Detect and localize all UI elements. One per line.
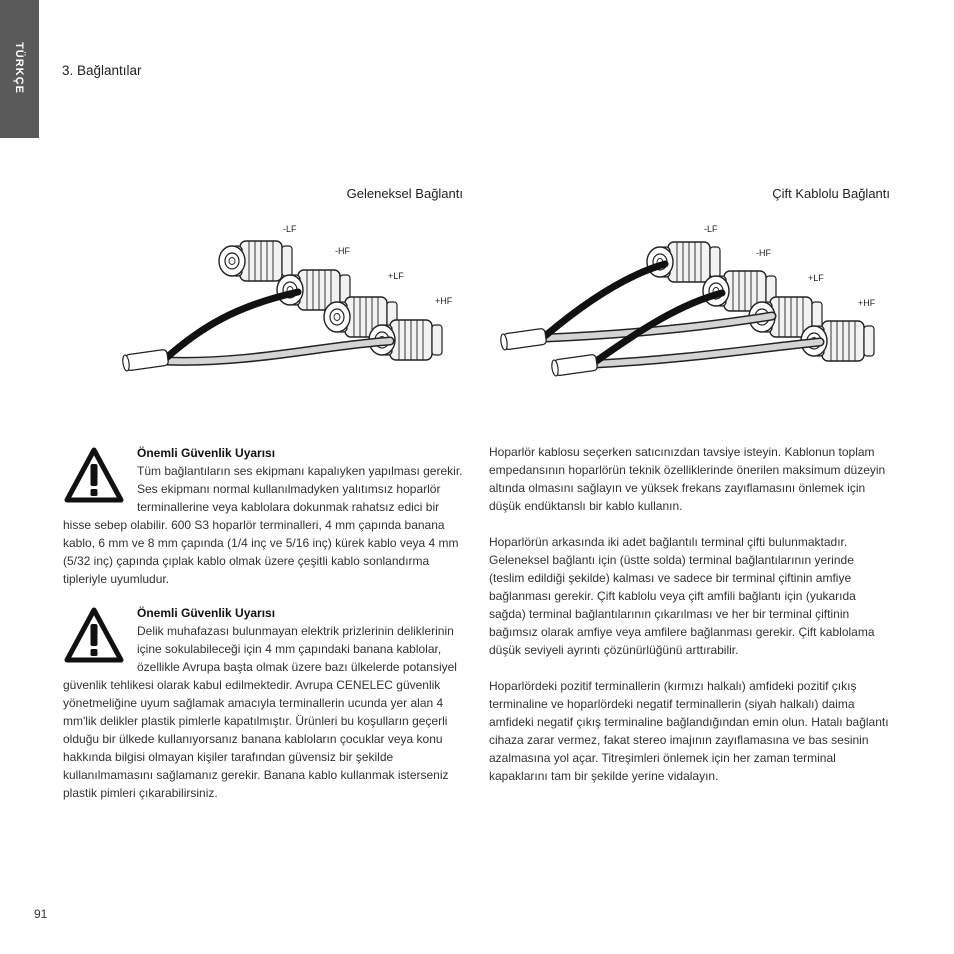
- conventional-connection-diagram: [70, 216, 490, 386]
- terminal-neg-lf: [219, 241, 292, 281]
- safety-warnings-column: [63, 444, 465, 818]
- paragraph: Hoparlör kablosu seçerken satıcınızdan tavsiye isteyin. Kablonun toplam empedansının hoparlörün teknik özelliklerinde önerilen maksimum düzeyin altında olmasını sağlayın ve yüksek frekans zayıflamasını önlemek için düşük endüktanslı bir kablo kullanın.: [489, 445, 886, 513]
- conventional-connection-caption: Geleneksel Bağlantı: [346, 186, 463, 201]
- black-cable: [165, 292, 298, 359]
- cable-sheath: [551, 354, 598, 376]
- language-tab-label: TÜRKÇE: [13, 42, 25, 94]
- label-neg-lf: -LF: [283, 224, 297, 234]
- terminal-neg-lf: [647, 242, 720, 282]
- label-pos-hf: +HF: [435, 296, 453, 306]
- label-pos-hf: +HF: [858, 298, 876, 308]
- paragraph: Hoparlördeki pozitif terminallerin (kırmızı halkalı) amfideki pozitif çıkış terminaline ve hoparlördeki negatif terminallerin (siyah halkalı) daima amfideki negatif çıkış terminaline bağlandığından emin olun. Hatalı bağlantı cihaza zarar vermez, fakat stereo imajının zayıflamasına ve bas sesinin azalmasına yol açar. Titreşimleri önlemek için her zaman terminal kapaklarını tam bir şekilde yerine vidalayın.: [489, 679, 889, 783]
- label-neg-lf: -LF: [704, 224, 718, 234]
- warning-triangle-icon: [63, 606, 125, 666]
- section-title: 3. Bağlantılar: [62, 63, 142, 78]
- language-tab: [0, 0, 39, 138]
- warning-heading: Önemli Güvenlik Uyarısı: [137, 606, 276, 620]
- safety-warning: [63, 444, 465, 588]
- safety-warning: [63, 604, 465, 802]
- label-neg-hf: -HF: [756, 248, 771, 258]
- page-number: 91: [34, 907, 48, 921]
- cable-sheath: [500, 328, 547, 350]
- biwire-connection-caption: Çift Kablolu Bağlantı: [772, 186, 890, 201]
- biwire-connection-diagram: [490, 216, 910, 386]
- connection-instructions-column: [489, 443, 891, 803]
- warning-body: Tüm bağlantıların ses ekipmanı kapalıyken yapılması gerekir. Ses ekipmanı normal kullanılmadyken yalıtımsız hoparlör terminallerine veya kablolara dokunmak rahatsız edici bir hisse sebep olabilir. 600 S3 hoparlör terminalleri, 4 mm çapında banana kablo, 6 mm ve 8 mm çapında (1/4 inç ve 5/16 inç) kürek kablo veya 4 mm (5/32 inç) çapında çıplak kablo olmak üzere çeşitli kablo sonlandırma tipleriyle uyumludur.: [63, 464, 463, 586]
- warning-triangle-icon: [63, 446, 125, 506]
- cable-sheath: [122, 349, 169, 371]
- label-pos-lf: +LF: [388, 271, 404, 281]
- warning-heading: Önemli Güvenlik Uyarısı: [137, 446, 276, 460]
- label-neg-hf: -HF: [335, 246, 350, 256]
- label-pos-lf: +LF: [808, 273, 824, 283]
- paragraph: Hoparlörün arkasında iki adet bağlantılı terminal çifti bulunmaktadır. Geleneksel bağlantı için (üstte solda) terminal bağlantılarının yerinde (teslim edildiği şekilde) kalması ve sadece bir terminal çiftinin amfiye bağlanması gerekir. Çift kablolu veya çift amfili bağlantı için (yukarıda sağda) terminal bağlantılarının çıkarılması ve her bir terminal çiftinin bağımsız olarak amfiye veya amfilere bağlanması gerekir. Çift kablolama düşük seviyeli ayrıntı çözünürlüğünü arttırabilir.: [489, 535, 875, 657]
- warning-body: Delik muhafazası bulunmayan elektrik prizlerinin deliklerinin içine sokulabileceği için 4 mm çapındaki banana kablolar, özellikle Avrupa başta olmak üzere bazı ülkelerde potansiyel güvenlik tehlikesi olarak kabul edilmektedir. Avrupa CENELEC güvenlik yönetmeliğine uyum sağlamak amacıyla terminallerin ucunda yer alan 4 mm'lik delikler plastik pimlerle kapatılmıştır. Ürünleri bu koşulların geçerli olduğu bir ülkede kullanıyorsanız banana kabloların çocuklar veya konu hakkında bilgisi olmayan kişiler tarafından güvensiz bir şekilde kullanılmamasını sağlamanız gerekir. Banana kablo kullanmak isterseniz plastik pimleri çıkarabilirsiniz.: [63, 624, 457, 800]
